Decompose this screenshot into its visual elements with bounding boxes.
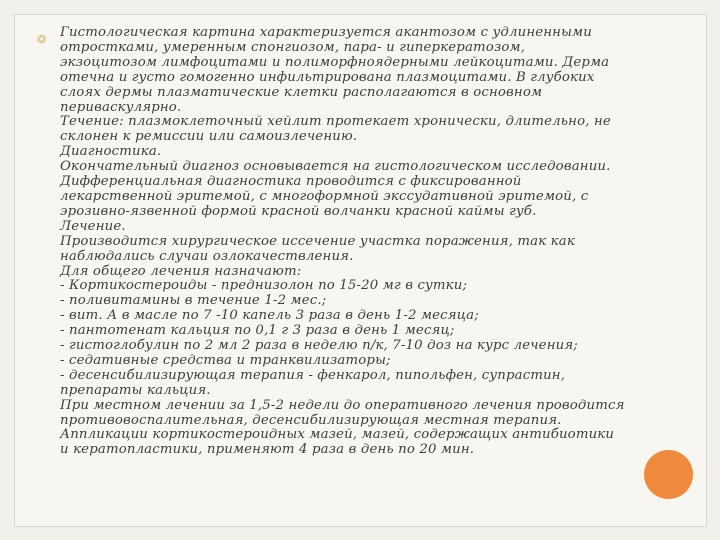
- text-line: наблюдались случаи озлокачествления.: [60, 248, 354, 264]
- text-line: слоях дермы плазматические клетки располагаются в основном: [60, 84, 543, 100]
- bullet-icon: ❂: [37, 33, 47, 46]
- text-line: - Кортикостероиды - преднизолон по 15-20 мг в сутки;: [60, 278, 468, 294]
- text-line: экзоцитозом лимфоцитами и полиморфноядерными лейкоцитами. Дерма: [60, 54, 610, 70]
- text-line: - пантотенат кальция по 0,1 г 3 раза в день 1 месяц;: [60, 323, 455, 339]
- text-line: эрозивно-язвенной формой красной волчанки красной каймы губ.: [60, 203, 537, 219]
- text-line: Диагностика.: [60, 144, 162, 160]
- text-line: При местном лечении за 1,5-2 недели до оперативного лечения проводится: [60, 397, 625, 413]
- text-line: отростками, умеренным спонгиозом, пара- и гиперкератозом,: [60, 39, 526, 55]
- text-line: отечна и густо гомогенно инфильтрирована плазмоцитами. В глубоких: [60, 69, 595, 85]
- text-line: периваскулярно.: [60, 99, 182, 115]
- text-line: Производится хирургическое иссечение участка поражения, так как: [60, 233, 575, 249]
- text-line: - десенсибилизирующая терапия - фенкарол, пипольфен, супрастин,: [60, 367, 566, 383]
- text-line: - поливитамины в течение 1-2 мес.;: [60, 293, 327, 309]
- text-line: лекарственной эритемой, с многоформной экссудативной эритемой, с: [60, 188, 589, 204]
- text-line: - гистоглобулин по 2 мл 2 раза в неделю п/к, 7-10 доз на курс лечения;: [60, 338, 578, 354]
- text-line: Течение: плазмоклеточный хейлит протекает хронически, длительно, не: [60, 114, 611, 130]
- text-line: Гистологическая картина характеризуется акантозом с удлиненными: [60, 25, 592, 40]
- text-line: - вит. А в масле по 7 -10 капель 3 раза в день 1-2 месяца;: [60, 308, 479, 324]
- text-line: противовоспалительная, десенсибилизирующая местная терапия.: [60, 412, 562, 428]
- text-line: и кератопластики, применяют 4 раза в день по 20 мин.: [60, 442, 475, 458]
- text-line: Дифференциальная диагностика проводится с фиксированной: [60, 174, 522, 190]
- text-line: Аппликации кортикостероидных мазей, мазей, содержащих антибиотики: [60, 427, 615, 443]
- text-line: препараты кальция.: [60, 382, 211, 398]
- text-line: Лечение.: [60, 218, 126, 234]
- text-line: - седативные средства и транквилизаторы;: [60, 352, 391, 368]
- text-line: Окончательный диагноз основывается на гистологическом исследовании.: [60, 159, 611, 175]
- text-line: Для общего лечения назначают:: [60, 263, 302, 279]
- slide-text: [60, 26, 696, 458]
- text-line: склонен к ремиссии или самоизлечению.: [60, 129, 358, 145]
